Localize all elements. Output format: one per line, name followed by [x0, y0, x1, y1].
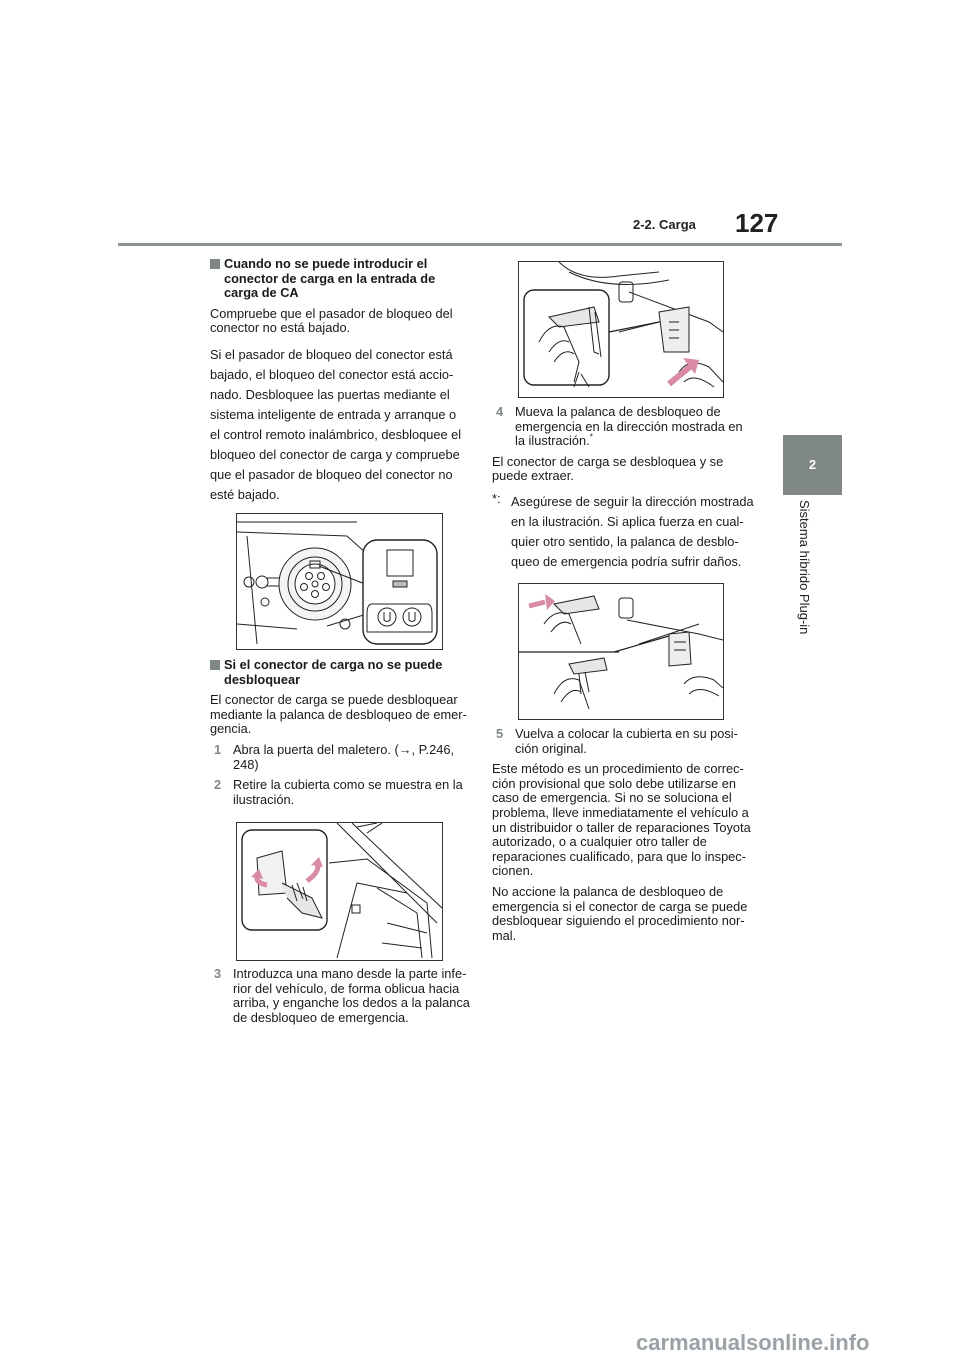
text-line: que el pasador de bloqueo del conector no [210, 467, 453, 482]
right-note [492, 492, 754, 572]
step-text: Retire la cubierta como se muestra en la ilustración. [233, 777, 463, 807]
illustration-charging-inlet [236, 513, 443, 650]
right-column-bottom [492, 727, 754, 943]
illustration-pull-lever [518, 583, 724, 720]
step-4 [492, 405, 754, 449]
paragraph: No accione la palanca de desbloqueo de emergencia si el conector de carga se puede desbloquear siguiendo el procedimiento nor-mal. [492, 883, 748, 943]
step-1 [210, 743, 472, 772]
footnote [492, 492, 754, 572]
step-text: Vuelva a colocar la cubierta en su posi-ción original. [515, 726, 738, 756]
page-number: 127 [735, 208, 779, 238]
text-line: Si el pasador de bloqueo del conector está [210, 347, 453, 362]
step-number: 4 [496, 404, 504, 419]
paragraph: Compruebe que el pasador de bloqueo del conector no está bajado. [210, 305, 453, 336]
step-2 [210, 778, 472, 807]
watermark: carmanualsonline.info [636, 1330, 870, 1355]
chapter-tab: 2 [783, 435, 842, 495]
paragraph: El conector de carga se puede desbloquear mediante la palanca de desbloqueo de emer-gencia. [210, 692, 467, 737]
left-column-top [210, 257, 472, 336]
text-line: queo de emergencia podría sufrir daños. [511, 554, 742, 569]
step-text: Abra la puerta del maletero. (→, P.246, 248) [233, 741, 454, 772]
right-column-top [492, 405, 754, 484]
text-line: en la ilustración. Si aplica fuerza en cual- [511, 514, 744, 529]
step-text: Introduzca una mano desde la parte infe-rior del vehículo, de forma oblicua hacia arriba, y enganche los dedos a la palanca de desbloqueo de emergencia. [233, 966, 470, 1025]
heading-connector-insert [210, 257, 472, 301]
paragraph: Este método es un procedimiento de correc-ción provisional que solo debe utilizarse en caso de emergencia. Si no se soluciona el problema, lleve inmediatamente el vehículo a un distribuidor o taller de reparaciones Toyota autorizado, o a cualquier otro taller de reparaciones cualificado, para que lo inspec-cionen. [492, 761, 751, 879]
left-column-bottom [210, 967, 472, 1025]
step-text: Mueva la palanca de desbloqueo de emergencia en la dirección mostrada en la ilustración. [515, 404, 743, 449]
text-line: sistema inteligente de entrada y arranque o [210, 407, 457, 422]
text-line: esté bajado. [210, 487, 280, 502]
illustration-reach-lever [518, 261, 724, 398]
heading-square-icon [210, 660, 220, 670]
left-paragraph-lines [210, 345, 472, 505]
text-line: nado. Desbloquee las puertas mediante el [210, 387, 450, 402]
step-number: 1 [214, 741, 222, 757]
heading-text: Si el conector de carga no se puede desbloquear [224, 657, 443, 687]
illustration-trunk-cover [236, 822, 443, 961]
header-rule [118, 243, 842, 246]
text-line: bloqueo del conector de carga y compruebe [210, 447, 460, 462]
heading-square-icon [210, 259, 220, 269]
text-line: bajado, el bloqueo del conector está accio- [210, 367, 454, 382]
step-5 [492, 727, 754, 756]
section-title: 2-2. Carga [633, 217, 696, 232]
text-line: Asegúrese de seguir la dirección mostrada [511, 494, 754, 509]
footnote-mark: *: [492, 491, 501, 506]
left-column-middle [210, 658, 472, 807]
step-3 [210, 967, 472, 1025]
heading-connector-unlock [210, 658, 472, 687]
chapter-label: Sistema híbrido Plug-in [797, 500, 812, 635]
text-line: quier otro sentido, la palanca de desblo- [511, 534, 739, 549]
footnote-mark: * [589, 432, 593, 442]
heading-text: Cuando no se puede introducir el conector de carga en la entrada de carga de CA [224, 256, 436, 301]
step-number: 2 [214, 777, 222, 793]
step-number: 3 [214, 966, 222, 981]
text-line: el control remoto inalámbrico, desbloquee el [210, 427, 462, 442]
step-number: 5 [496, 726, 504, 741]
paragraph: El conector de carga se desbloquea y se puede extraer. [492, 453, 724, 484]
